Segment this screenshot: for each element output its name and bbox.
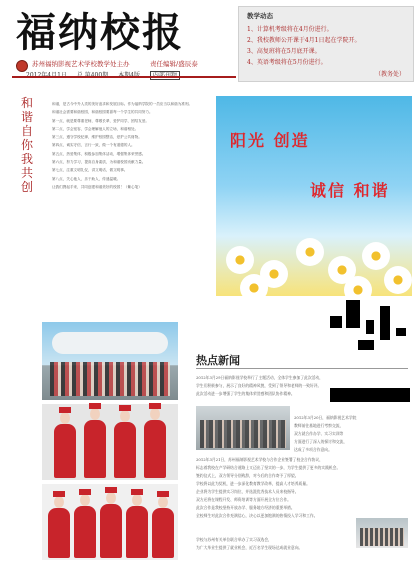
- group-figures: [360, 528, 404, 546]
- group-figures: [200, 420, 286, 448]
- banner-slogan-line2: 诚信 和谐: [310, 181, 390, 200]
- news-paragraph-4: [196, 536, 352, 552]
- news-paragraph-2: [294, 414, 408, 454]
- article-vertical-title: 和谐 自你我 共创: [20, 96, 33, 194]
- news-line: 方面进行了深入的探讨和交流，: [294, 439, 348, 444]
- news-line: 双方就合作办学、实习实训等: [294, 431, 344, 436]
- editor-line: 责任编辑/盛辰泰: [150, 60, 198, 68]
- attendant-figure: [48, 508, 70, 558]
- newspaper-title: 福纳校报: [16, 9, 184, 56]
- news-line: 2012年3月21日，苏州福纳影视艺术学校与合作企业签署了校企合作协议，: [196, 457, 324, 462]
- notice-item: 4、英语考级将在5月份进行。: [247, 59, 327, 66]
- teaching-news-box: [238, 6, 414, 82]
- article-paragraph: 和谐，是古今中外人类的美好追求和发展目标。作为福纳学院的一员应当以和谐为准则。: [52, 102, 193, 106]
- notice-item: 3、高复班将在5月底开课。: [247, 48, 321, 55]
- notice-signature: （教务处）: [374, 71, 405, 78]
- news-line: 签约仪式上，双方领导分别致辞，对今后的合作寄予了厚望。: [196, 473, 299, 478]
- news-line: 2012年3月29日福纳影视学校举行了主题活动，全体学生参加了此次活动，: [196, 375, 324, 380]
- banner-slogan-line1: 阳光 创造: [230, 131, 310, 150]
- flight-attendant-photo-2: [42, 484, 178, 560]
- small-group-photo: [356, 518, 408, 548]
- daisy-flower-icon: [362, 242, 390, 270]
- daisy-flower-icon: [240, 274, 268, 296]
- notice-item: 1、计算机考级将在4月份进行。: [247, 26, 333, 33]
- news-line: 此次合作是我校坚持开放办学、服务地方经济的重要举措。: [196, 505, 295, 510]
- daisy-flower-icon: [296, 238, 324, 266]
- news-line: 企业将为学生提供实习岗位，并选派优秀技术人员来校指导。: [196, 489, 299, 494]
- article-paragraph: 第六点，努力学习，提高自身素质，为和谐校园贡献力量。: [52, 160, 146, 165]
- crowd-shape: [50, 362, 170, 396]
- news-line: 达成了多项合作意向。: [294, 447, 332, 452]
- news-paragraph-3: [196, 456, 408, 520]
- article-paragraph: 第三点，遵守学校纪律，维护校园整洁，爱护公共财物。: [52, 135, 142, 140]
- group-photo-airport: [42, 322, 178, 400]
- news-line: 学生们积极参与，展示了良好的精神风貌，受到了领导和老师的一致好评。: [196, 383, 322, 388]
- article-paragraph: 第四点，诚实守信，言行一致，做一个有道德的人。: [52, 143, 135, 148]
- airplane-shape: [52, 332, 168, 354]
- daisy-flower-icon: [384, 266, 412, 294]
- notice-title: 教学动态: [247, 12, 273, 20]
- flight-attendant-photo-1: [42, 404, 178, 480]
- article-paragraph: 第八点，关心他人，乐于助人，传递温暖。: [52, 176, 121, 181]
- news-line: 学校将以此为契机，进一步深化教育教学改革，提高人才培养质量。: [196, 481, 310, 486]
- attendant-figure: [126, 506, 148, 558]
- lead-article: [44, 100, 210, 300]
- notice-item: 2、我校教师公开课于4月1日起在学院开。: [247, 37, 361, 44]
- slogan-banner-image: [216, 96, 412, 296]
- news-line: 为广大毕业生提供了就业机会，近百名学生现场达成就业意向。: [196, 545, 303, 550]
- group-photo-visit: [196, 406, 290, 450]
- news-line: 2012年3月20日，福纳影视艺术学院: [294, 415, 357, 420]
- publisher-line: 苏州福纳影视艺术学校教学处主办: [32, 60, 130, 68]
- attendant-figure: [74, 506, 96, 558]
- hot-news-divider: [196, 368, 408, 369]
- daisy-flower-icon: [226, 246, 254, 274]
- issue-meta: [26, 70, 236, 80]
- redacted-bar: [330, 388, 410, 402]
- attendant-figure: [84, 420, 106, 478]
- attendant-figure: [100, 504, 122, 558]
- attendant-figure: [114, 422, 136, 478]
- article-paragraph: 第二点，学会宽容，学会理解他人的立场，和谐相处。: [52, 126, 139, 131]
- daisy-flower-icon: [344, 276, 372, 296]
- attendant-figure: [152, 508, 174, 558]
- article-paragraph: 和谐社会需要和谐校园，和谐校园要靠每一个学生的共同努力。: [52, 110, 153, 115]
- masthead-divider: [12, 76, 236, 78]
- hot-news-heading: 热点新闻: [196, 354, 240, 367]
- article-paragraph: 第五点，热爱集体，积极参加集体活动，增强集体荣誉感。: [52, 151, 146, 156]
- masthead: [10, 8, 232, 78]
- news-line: 标志着我校在产学研结合道路上又迈出了坚实的一步，为学生提供了更多的实践机会。: [196, 465, 341, 470]
- news-line: 此次活动进一步增强了学生的集体荣誉感和团队协作精神。: [196, 391, 295, 396]
- news-line: 教师前往基地进行考察交流，: [294, 423, 344, 428]
- article-paragraph: 让我们携起手来，共同创建和谐美好的校园！（紫心笔）: [52, 184, 142, 189]
- redacted-block: [330, 300, 414, 352]
- attendant-figure: [144, 420, 166, 478]
- news-line: 双方还将在课程开发、师资培训等方面开展全方位合作。: [196, 497, 291, 502]
- article-paragraph: 第一点，就是要尊重老师，尊敬长辈，爱护同学，团结友爱。: [52, 118, 150, 123]
- article-paragraph: 第七点，注重文明礼仪，讲文明话，做文明事。: [52, 168, 128, 173]
- attendant-figure: [54, 424, 76, 478]
- news-line: 学校与苏州有关单位联合举办了实习双选会，: [196, 537, 272, 542]
- news-line: 全校师生对此次合作充满信心，决心以更加饱满的热情投入学习和工作。: [196, 513, 318, 518]
